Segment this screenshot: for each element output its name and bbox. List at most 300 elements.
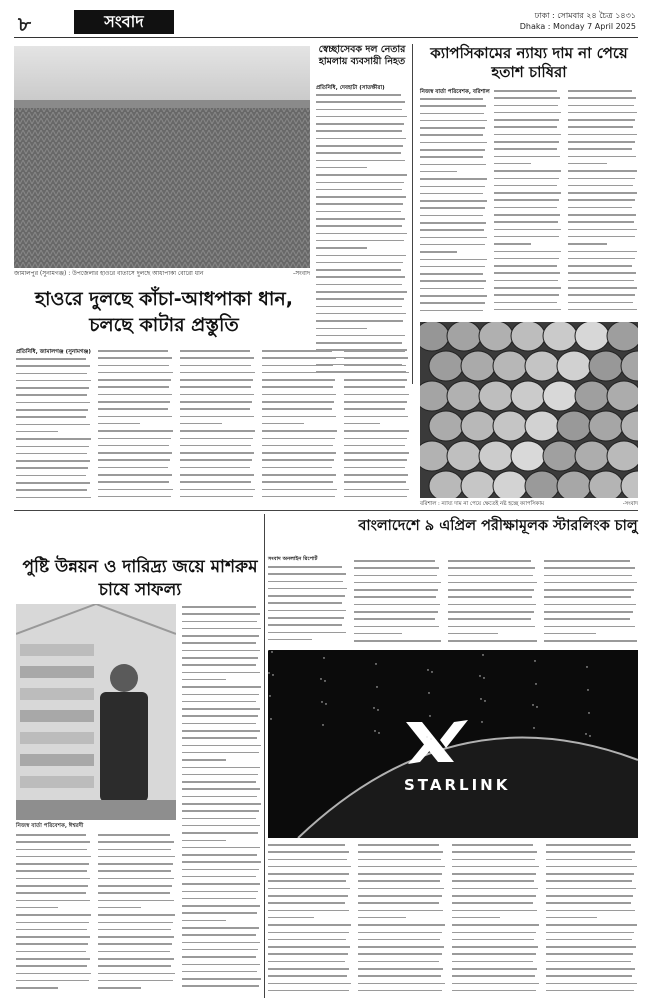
text-line — [420, 156, 483, 158]
text-line — [420, 120, 487, 122]
capsicum-shape — [607, 381, 638, 411]
star-dot — [322, 724, 323, 725]
text-line — [546, 851, 635, 853]
star-dot — [428, 692, 429, 693]
text-line — [546, 902, 631, 904]
text-line — [316, 123, 404, 125]
text-line — [182, 657, 258, 659]
text-line — [546, 990, 634, 992]
starlink-dateline: সংবাদ অনলাইন রিপোর্ট — [268, 556, 318, 562]
text-line — [16, 885, 88, 887]
text-line — [568, 105, 634, 107]
capsicum-body-col2 — [494, 90, 562, 320]
text-line — [16, 958, 90, 960]
text-line — [494, 141, 559, 143]
text-line — [182, 701, 256, 703]
starlink-body-col6 — [358, 844, 446, 1000]
capsicum-shape — [429, 351, 463, 381]
text-line — [182, 891, 258, 893]
text-line — [98, 885, 172, 887]
star-dot — [535, 683, 536, 684]
text-line — [182, 898, 256, 900]
text-line — [494, 280, 558, 282]
text-line — [494, 221, 558, 223]
mushroom-headline: পুষ্টি উন্নয়ন ও দারিদ্র্য জয়ে মাশরুম চাষে সাফল্য — [22, 557, 258, 600]
text-line — [16, 922, 89, 924]
text-line — [16, 834, 86, 836]
text-line — [546, 844, 631, 846]
mushroom-body-col1 — [182, 606, 262, 1000]
star-dot — [430, 738, 431, 739]
text-line — [268, 946, 350, 948]
text-line — [358, 888, 444, 890]
capsicum-body-col3 — [568, 90, 638, 320]
paddy-field-photo — [14, 46, 310, 268]
text-line — [316, 335, 405, 337]
starlink-body-col8 — [546, 844, 638, 1000]
text-line — [568, 119, 635, 121]
text-line — [494, 258, 559, 260]
text-line — [494, 97, 560, 99]
capsicum-headline: ক্যাপসিকামের ন্যায্য দাম না পেয়ে হতাশ চাষিরা — [430, 44, 628, 81]
text-line — [568, 207, 632, 209]
text-line — [180, 496, 253, 498]
text-line — [316, 211, 401, 213]
text-line — [344, 481, 406, 483]
star-dot — [270, 718, 271, 719]
text-line — [16, 438, 91, 440]
text-line — [98, 416, 172, 418]
star-dot — [269, 695, 270, 696]
text-line — [420, 207, 485, 209]
text-line — [344, 459, 407, 461]
text-line — [452, 975, 535, 977]
text-line — [358, 983, 445, 985]
text-line — [16, 841, 90, 843]
text-line — [16, 460, 90, 462]
section-rule — [14, 510, 638, 511]
text-line — [494, 199, 559, 201]
text-line — [268, 602, 342, 604]
text-line — [354, 582, 441, 584]
star-dot — [586, 666, 587, 667]
text-line — [268, 902, 345, 904]
text-line — [452, 939, 534, 941]
text-line — [420, 142, 487, 144]
text-line — [98, 834, 170, 836]
murder-dateline: প্রতিনিধি, দেবহাটা (সাতক্ষীরা) — [316, 85, 385, 91]
text-line — [344, 386, 405, 388]
text-line — [268, 573, 346, 575]
text-line — [268, 873, 349, 875]
text-line — [16, 475, 86, 477]
text-line — [544, 604, 636, 606]
text-line — [344, 489, 409, 491]
star-dot — [429, 715, 430, 716]
capsicum-illustration — [420, 322, 638, 498]
text-line — [354, 567, 439, 569]
text-line — [16, 892, 86, 894]
text-line — [180, 394, 254, 396]
text-line — [268, 961, 345, 963]
text-line — [16, 914, 91, 916]
mushroom-body-col3 — [98, 834, 176, 1000]
text-line — [98, 379, 171, 381]
capsicum-shape — [420, 441, 449, 471]
text-line — [344, 372, 409, 374]
date-english: Dhaka : Monday 7 April 2025 — [519, 22, 636, 31]
star-dot — [375, 663, 376, 664]
text-line — [358, 880, 440, 882]
text-line — [420, 259, 487, 261]
text-line — [494, 178, 559, 180]
text-line — [358, 917, 406, 919]
text-line — [316, 152, 401, 154]
capsicum-shape — [461, 471, 495, 498]
text-line — [268, 624, 342, 626]
text-line — [16, 453, 87, 455]
text-line — [180, 459, 252, 461]
mushroom-bag-row — [20, 732, 94, 744]
text-line — [420, 105, 486, 107]
text-line — [420, 171, 457, 173]
text-line — [544, 640, 637, 642]
text-line — [420, 251, 457, 253]
text-line — [268, 910, 349, 912]
text-line — [16, 987, 58, 989]
column-rule — [412, 44, 413, 384]
text-line — [494, 163, 531, 165]
photo-credit: -সংবাদ — [622, 501, 638, 507]
text-line — [452, 910, 537, 912]
text-line — [16, 446, 89, 448]
paddy-body-col2 — [98, 350, 174, 508]
text-line — [262, 379, 335, 381]
text-line — [452, 873, 536, 875]
text-line — [16, 489, 87, 491]
text-line — [98, 987, 141, 989]
text-line — [568, 258, 635, 260]
text-line — [568, 287, 637, 289]
capsicum-shape — [543, 381, 577, 411]
text-line — [98, 481, 169, 483]
starlink-body-col5 — [268, 844, 352, 1000]
text-line — [268, 851, 349, 853]
capsicum-photo — [420, 322, 638, 498]
text-line — [182, 869, 259, 871]
text-line — [344, 416, 408, 418]
text-line — [316, 255, 406, 257]
text-line — [358, 932, 442, 934]
text-line — [98, 423, 140, 425]
text-line — [16, 878, 90, 880]
capsicum-shape — [447, 322, 481, 351]
star-dot — [479, 675, 480, 676]
text-line — [420, 113, 484, 115]
text-line — [16, 416, 86, 418]
capsicum-shape — [543, 322, 577, 351]
text-line — [180, 452, 254, 454]
text-line — [182, 781, 256, 783]
text-line — [16, 907, 58, 909]
text-line — [448, 596, 532, 598]
text-line — [544, 589, 634, 591]
text-line — [98, 438, 171, 440]
text-line — [98, 365, 169, 367]
text-line — [494, 229, 561, 231]
text-line — [180, 474, 254, 476]
text-line — [16, 497, 91, 499]
text-line — [420, 178, 487, 180]
text-line — [568, 126, 633, 128]
text-line — [268, 581, 343, 583]
text-line — [268, 639, 312, 641]
star-dot — [323, 657, 324, 658]
capsicum-shape — [525, 411, 559, 441]
text-line — [568, 156, 636, 158]
text-line — [316, 130, 402, 132]
star-dot — [532, 704, 533, 705]
text-line — [98, 922, 173, 924]
text-line — [546, 968, 635, 970]
starlink-illustration — [268, 650, 638, 838]
text-line — [268, 632, 346, 634]
text-line — [316, 328, 367, 330]
text-line — [344, 401, 407, 403]
capsicum-shape — [447, 441, 481, 471]
text-line — [268, 880, 346, 882]
text-line — [354, 633, 402, 635]
text-line — [16, 856, 91, 858]
text-line — [16, 380, 91, 382]
photo-credit: -সংবাদ — [293, 270, 310, 277]
text-line — [316, 284, 402, 286]
text-line — [568, 185, 633, 187]
starlink-headline: বাংলাদেশে ৯ এপ্রিল পরীক্ষামূলক স্টারলিংক চালু — [358, 518, 638, 534]
text-line — [182, 978, 261, 980]
page-number: ৮ — [18, 12, 31, 36]
newspaper-logo: সংবাদ — [74, 10, 174, 34]
text-line — [494, 287, 561, 289]
capsicum-body-col1 — [420, 98, 488, 320]
text-line — [182, 672, 260, 674]
text-line — [98, 892, 170, 894]
text-line — [182, 737, 257, 739]
text-line — [98, 936, 174, 938]
text-line — [316, 269, 401, 271]
text-line — [182, 964, 260, 966]
text-line — [268, 617, 344, 619]
text-line — [546, 975, 632, 977]
text-line — [568, 134, 637, 136]
text-line — [180, 430, 255, 432]
text-line — [420, 134, 483, 136]
text-line — [316, 138, 406, 140]
star-dot — [320, 678, 321, 679]
text-line — [358, 939, 440, 941]
text-line — [546, 910, 635, 912]
capsicum-photo-caption — [420, 500, 638, 508]
text-line — [448, 640, 537, 642]
text-line — [268, 983, 351, 985]
text-line — [448, 604, 536, 606]
text-line — [452, 866, 539, 868]
text-line — [494, 207, 557, 209]
text-line — [452, 983, 539, 985]
text-line — [448, 618, 531, 620]
star-dot — [373, 707, 374, 708]
text-line — [182, 985, 259, 987]
text-line — [182, 628, 261, 630]
text-line — [316, 276, 405, 278]
masthead-date — [520, 10, 636, 32]
text-line — [98, 929, 171, 931]
text-line — [98, 943, 172, 945]
text-line — [358, 990, 442, 992]
text-line — [182, 613, 260, 615]
capsicum-shape — [447, 381, 481, 411]
text-line — [182, 715, 258, 717]
text-line — [344, 394, 409, 396]
text-line — [182, 664, 256, 666]
text-line — [16, 870, 87, 872]
text-line — [262, 459, 334, 461]
text-line — [98, 900, 174, 902]
text-line — [16, 965, 87, 967]
text-line — [180, 408, 250, 410]
text-line — [268, 968, 349, 970]
text-line — [16, 431, 58, 433]
text-line — [268, 932, 349, 934]
capsicum-shape — [557, 411, 591, 441]
text-line — [568, 97, 636, 99]
text-line — [262, 430, 337, 432]
text-line — [182, 876, 256, 878]
text-line — [98, 467, 168, 469]
text-line — [182, 949, 258, 951]
text-line — [344, 357, 408, 359]
text-line — [452, 946, 538, 948]
text-line — [180, 379, 253, 381]
text-line — [420, 266, 485, 268]
text-line — [98, 357, 172, 359]
text-line — [98, 394, 172, 396]
text-line — [16, 936, 90, 938]
text-line — [358, 902, 439, 904]
text-line — [494, 119, 559, 121]
text-line — [316, 145, 403, 147]
text-line — [182, 621, 257, 623]
text-line — [546, 932, 634, 934]
text-line — [420, 237, 487, 239]
text-line — [182, 840, 226, 842]
text-line — [182, 942, 260, 944]
text-line — [494, 243, 531, 245]
text-line — [180, 416, 254, 418]
text-line — [354, 640, 441, 642]
capsicum-shape — [479, 381, 513, 411]
text-line — [182, 788, 260, 790]
text-line — [316, 225, 402, 227]
text-line — [420, 295, 487, 297]
text-line — [354, 575, 437, 577]
text-line — [344, 467, 405, 469]
text-line — [544, 596, 631, 598]
starlink-body-col2 — [354, 560, 442, 648]
text-line — [358, 895, 442, 897]
text-line — [182, 883, 260, 885]
starlink-body-col7 — [452, 844, 540, 1000]
text-line — [354, 596, 436, 598]
text-line — [546, 946, 636, 948]
text-line — [16, 951, 86, 953]
capsicum-shape — [525, 351, 559, 381]
text-line — [182, 810, 259, 812]
text-line — [262, 474, 336, 476]
text-line — [268, 866, 351, 868]
text-line — [262, 416, 336, 418]
text-line — [180, 481, 251, 483]
text-line — [268, 859, 347, 861]
star-dot — [536, 706, 537, 707]
text-line — [182, 803, 261, 805]
capsicum-shape — [607, 441, 638, 471]
text-line — [316, 218, 405, 220]
text-line — [316, 160, 405, 162]
text-line — [16, 365, 90, 367]
text-line — [316, 306, 402, 308]
text-line — [452, 968, 537, 970]
text-line — [98, 907, 141, 909]
capsicum-dateline: নিজস্ব বার্তা পরিবেশক, বরিশাল — [420, 89, 490, 95]
text-line — [354, 626, 439, 628]
text-line — [316, 313, 406, 315]
text-line — [420, 229, 484, 231]
text-line — [344, 350, 405, 352]
star-dot — [427, 669, 428, 670]
text-line — [180, 423, 222, 425]
text-line — [358, 859, 441, 861]
mushroom-body-col2 — [16, 834, 92, 1000]
mushroom-farm-illustration — [16, 604, 176, 820]
text-line — [182, 679, 226, 681]
text-line — [16, 929, 87, 931]
text-line — [544, 560, 630, 562]
text-line — [544, 575, 632, 577]
text-line — [544, 567, 635, 569]
capsicum-shape — [511, 441, 545, 471]
capsicum-shape — [589, 411, 623, 441]
text-line — [448, 589, 534, 591]
text-line — [180, 438, 253, 440]
text-line — [182, 767, 260, 769]
star-dot — [431, 671, 432, 672]
text-line — [268, 888, 350, 890]
text-line — [16, 402, 90, 404]
text-line — [494, 294, 559, 296]
text-line — [268, 953, 348, 955]
text-line — [354, 618, 435, 620]
text-line — [358, 961, 439, 963]
text-line — [98, 474, 172, 476]
text-line — [16, 849, 87, 851]
star-dot — [480, 698, 481, 699]
starlink-body-col4 — [544, 560, 638, 648]
text-line — [452, 917, 500, 919]
text-line — [182, 686, 261, 688]
text-line — [262, 423, 304, 425]
text-line — [182, 905, 260, 907]
